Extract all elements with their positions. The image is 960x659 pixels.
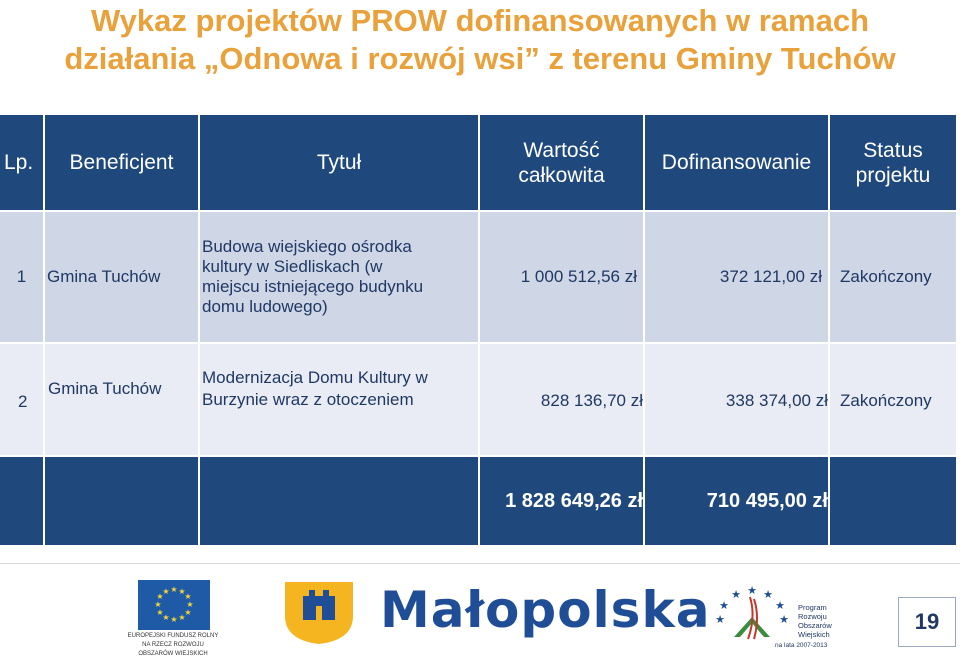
row1-tytul-line: Budowa wiejskiego ośrodka bbox=[202, 237, 412, 256]
row1-tytul bbox=[200, 212, 478, 342]
footer-divider bbox=[0, 563, 960, 564]
totals-tytul bbox=[200, 457, 478, 545]
row2-status bbox=[830, 344, 956, 455]
row1-beneficjent bbox=[45, 212, 198, 342]
svg-text:★: ★ bbox=[156, 592, 164, 601]
svg-text:★: ★ bbox=[775, 599, 785, 612]
prow-logo-text bbox=[798, 603, 832, 639]
svg-text:★: ★ bbox=[747, 584, 757, 597]
totals-wartosc-value: 1 828 649,26 zł bbox=[505, 489, 643, 512]
svg-text:★: ★ bbox=[156, 608, 164, 617]
header-status-line1: Status bbox=[863, 138, 923, 162]
prow-line: Wiejskich bbox=[798, 630, 830, 639]
eu-caption-line: OBSZARÓW WIEJSKICH bbox=[138, 651, 208, 657]
prow-years: na lata 2007-2013 bbox=[775, 642, 828, 649]
header-beneficjent-label: Beneficjent bbox=[69, 151, 174, 174]
svg-text:★: ★ bbox=[170, 585, 178, 594]
row2-status-value: Zakończony bbox=[840, 391, 932, 410]
totals-status bbox=[830, 457, 956, 545]
svg-text:★: ★ bbox=[178, 587, 186, 596]
row1-lp-value: 1 bbox=[16, 267, 27, 286]
row2-lp bbox=[0, 344, 43, 455]
svg-text:★: ★ bbox=[715, 613, 725, 626]
row1-lp bbox=[0, 212, 43, 342]
row1-wartosc bbox=[480, 212, 643, 342]
row1-status bbox=[830, 212, 956, 342]
svg-text:★: ★ bbox=[731, 588, 741, 601]
header-tytul-label: Tytuł bbox=[316, 151, 362, 174]
prow-line: Obszarów bbox=[798, 621, 832, 630]
row2-beneficjent bbox=[45, 344, 198, 455]
row1-status-value: Zakończony bbox=[840, 267, 932, 286]
svg-text:★: ★ bbox=[719, 599, 729, 612]
totals-beneficjent bbox=[45, 457, 198, 545]
totals-wartosc bbox=[480, 457, 643, 545]
row2-wartosc-value: 828 136,70 zł bbox=[540, 391, 643, 410]
prow-logo-icon bbox=[710, 583, 794, 641]
svg-text:★: ★ bbox=[178, 613, 186, 622]
title-line-1: Wykaz projektów PROW dofinansowanych w ramach bbox=[90, 3, 870, 38]
row1-tytul-line: domu ludowego) bbox=[202, 297, 328, 316]
row2-lp-value: 2 bbox=[18, 392, 28, 411]
row1-wartosc-value: 1 000 512,56 zł bbox=[520, 267, 637, 286]
header-wartosc-line1: Wartość bbox=[523, 138, 600, 162]
eu-caption-line: NA RZECZ ROZWOJU bbox=[142, 642, 204, 648]
title-line-2: działania „Odnowa i rozwój wsi” z terenu Gminy Tuchów bbox=[64, 41, 896, 76]
header-wartosc-line2: całkowita bbox=[518, 163, 605, 187]
svg-text:★: ★ bbox=[186, 600, 194, 609]
eu-caption-line: EUROPEJSKI FUNDUSZ ROLNY bbox=[127, 633, 219, 639]
header-tytul bbox=[200, 115, 478, 210]
svg-text:★: ★ bbox=[779, 613, 789, 626]
header-dofinansowanie bbox=[645, 115, 828, 210]
svg-text:★: ★ bbox=[184, 592, 192, 601]
row2-dofinansowanie-value: 338 374,00 zł bbox=[725, 391, 828, 410]
row1-dofinansowanie bbox=[645, 212, 828, 342]
prow-line: Rozwoju bbox=[798, 612, 827, 621]
header-status-line2: projektu bbox=[855, 163, 931, 187]
malopolska-emblem bbox=[283, 576, 355, 646]
page-number: 19 bbox=[898, 597, 956, 647]
eu-flag-logo bbox=[138, 580, 210, 630]
totals-dofinansowanie-value: 710 495,00 zł bbox=[706, 489, 828, 512]
totals-dofinansowanie bbox=[645, 457, 828, 545]
row1-tytul-line: kultury w Siedliskach (w bbox=[202, 257, 383, 276]
eu-fund-caption bbox=[118, 632, 228, 659]
svg-text:★: ★ bbox=[763, 588, 773, 601]
totals-lp bbox=[0, 457, 43, 545]
row1-tytul-line: miejscu istniejącego budynku bbox=[202, 277, 424, 296]
row2-tytul-line: Burzynie wraz z otoczeniem bbox=[202, 390, 414, 409]
svg-text:★: ★ bbox=[154, 600, 162, 609]
header-status bbox=[830, 115, 956, 210]
svg-text:★: ★ bbox=[170, 615, 178, 624]
row1-dofinansowanie-value: 372 121,00 zł bbox=[719, 267, 822, 286]
svg-text:★: ★ bbox=[162, 613, 170, 622]
page-title bbox=[0, 2, 960, 78]
header-wartosc bbox=[480, 115, 643, 210]
row2-dofinansowanie bbox=[645, 344, 828, 455]
row2-beneficjent-value: Gmina Tuchów bbox=[48, 379, 162, 398]
prow-line: Program bbox=[798, 603, 827, 612]
row2-tytul-line: Modernizacja Domu Kultury w bbox=[202, 368, 428, 387]
header-lp bbox=[0, 115, 43, 210]
malopolska-wordmark: Małopolska bbox=[380, 581, 711, 639]
row1-beneficjent-value: Gmina Tuchów bbox=[47, 267, 161, 286]
svg-text:★: ★ bbox=[184, 608, 192, 617]
row2-wartosc bbox=[480, 344, 643, 455]
header-dofinansowanie-label: Dofinansowanie bbox=[661, 151, 812, 174]
header-lp-label: Lp. bbox=[4, 151, 34, 174]
svg-text:★: ★ bbox=[162, 587, 170, 596]
header-beneficjent bbox=[45, 115, 198, 210]
row2-tytul bbox=[200, 344, 478, 455]
